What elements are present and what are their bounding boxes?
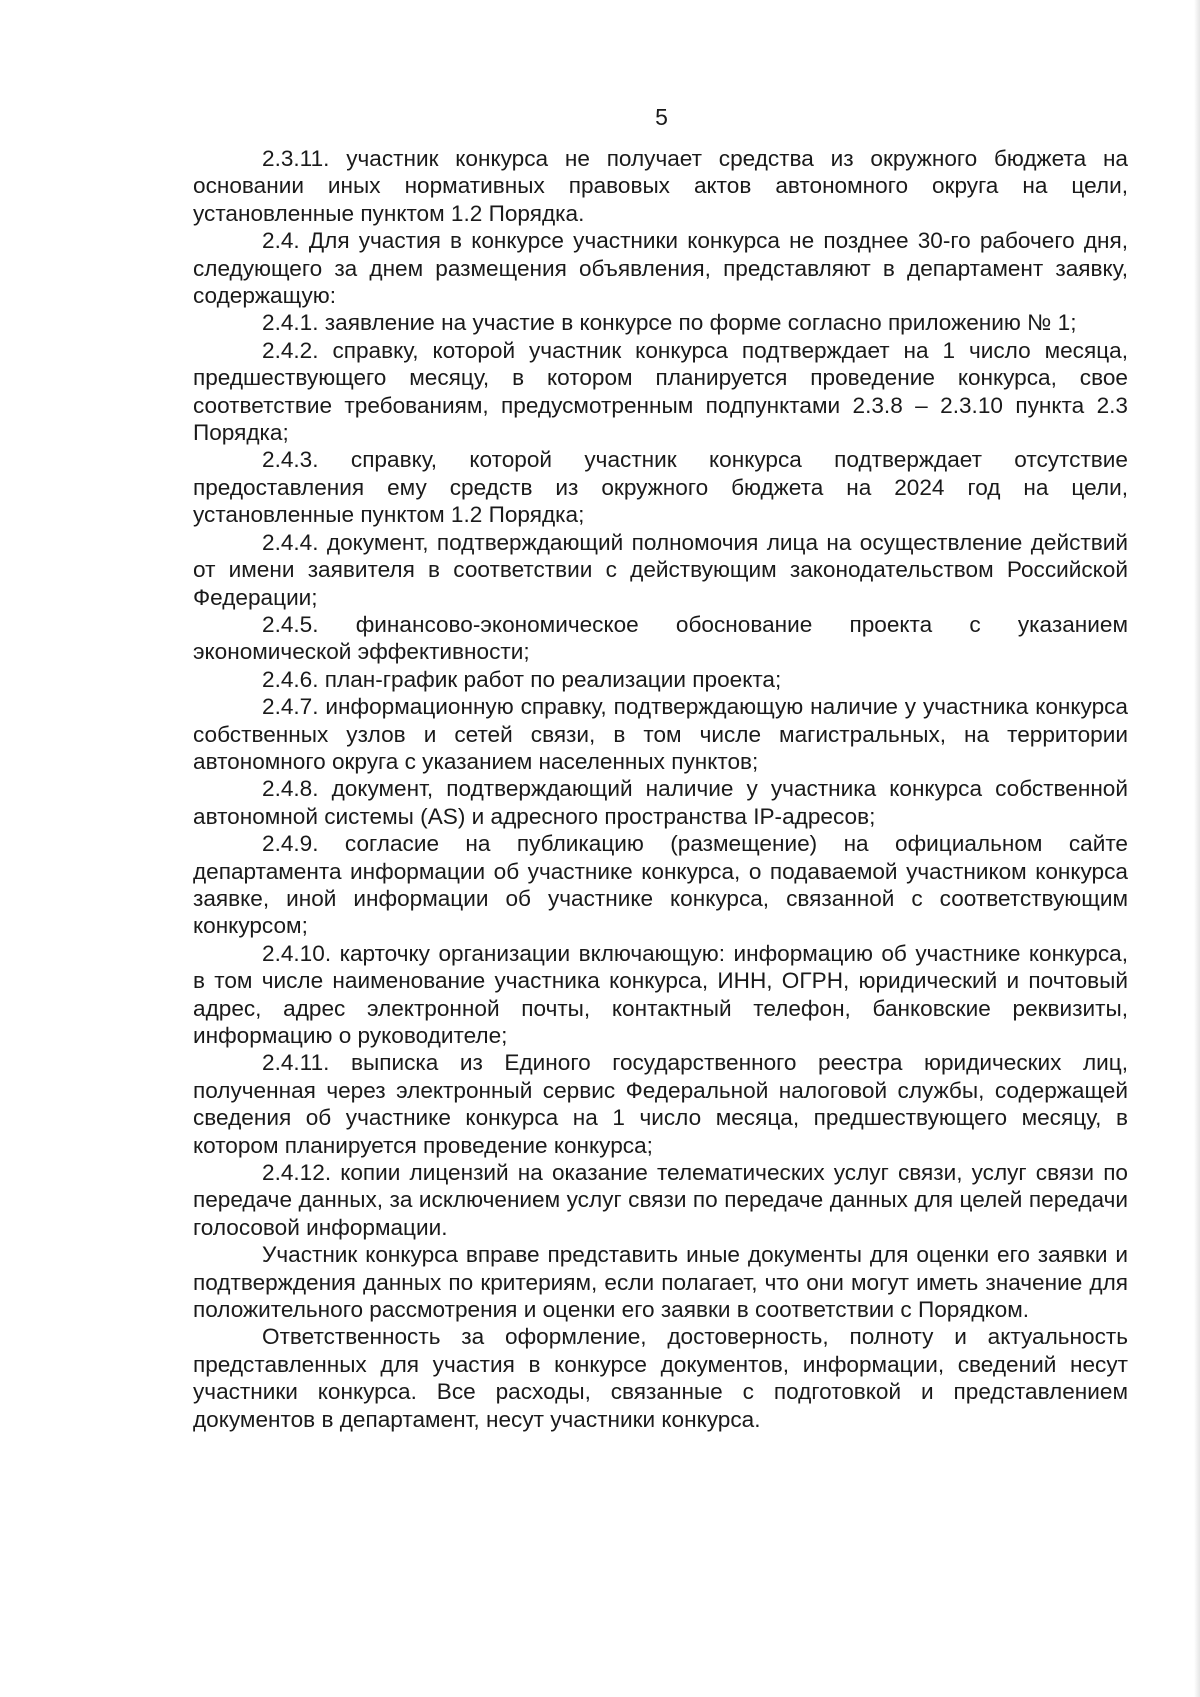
- paragraph-2-4-9: 2.4.9. согласие на публикацию (размещение) на официальном сайте департамента информации об участнике конкурса, о подаваемой участником конкурса заявке, иной информации об участнике конкурса, связанной с соответствующим конкурсом;: [193, 831, 1128, 939]
- paragraph-2-4-12: 2.4.12. копии лицензий на оказание телематических услуг связи, услуг связи по передаче данных, за исключением услуг связи по передаче данных для целей передачи голосовой информации.: [193, 1160, 1128, 1240]
- paragraph-responsibility: Ответственность за оформление, достоверность, полноту и актуальность представленных для участия в конкурсе документов, информации, сведений несут участники конкурса. Все расходы, связанные с подготовкой и представлением документов в департамент, несут участники конкурса.: [193, 1324, 1128, 1432]
- paragraph-2-4-4: 2.4.4. документ, подтверждающий полномочия лица на осуществление действий от имени заявителя в соответствии с действующим законодательством Российской Федерации;: [193, 529, 1128, 610]
- paragraph-2-4-5: 2.4.5. финансово-экономическое обоснование проекта с указанием экономической эффективности;: [193, 611, 1128, 665]
- paragraph-2-4-3: 2.4.3. справку, которой участник конкурса подтверждает отсутствие предоставления ему средств из окружного бюджета на 2024 год на цели, установленные пунктом 1.2 Порядка;: [193, 447, 1128, 528]
- paragraph-2-4-6: 2.4.6. план-график работ по реализации проекта;: [262, 666, 782, 692]
- paragraph-2-4: 2.4. Для участия в конкурсе участники конкурса не позднее 30-го рабочего дня, следующего за днем размещения объявления, представляют в департамент заявку, содержащую:: [193, 228, 1128, 309]
- paragraph-2-3-11: 2.3.11. участник конкурса не получает средства из окружного бюджета на основании иных нормативных правовых актов автономного округа на цели, установленные пунктом 1.2 Порядка.: [193, 146, 1128, 226]
- paragraph-2-4-11: 2.4.11. выписка из Единого государственного реестра юридических лиц, полученная через электронный сервис Федеральной налоговой службы, содержащей сведения об участнике конкурса на 1 число месяца, предшествующего месяцу, в котором планируется проведение конкурса;: [193, 1050, 1128, 1158]
- page-number: 5: [655, 104, 668, 130]
- paragraph-2-4-7: 2.4.7. информационную справку, подтверждающую наличие у участника конкурса собственных узлов и сетей связи, в том числе магистральных, на территории автономного округа с указанием населенных пунктов;: [193, 694, 1128, 774]
- paragraph-2-4-2: 2.4.2. справку, которой участник конкурса подтверждает на 1 число месяца, предшествующего месяцу, в котором планируется проведение конкурса, свое соответствие требованиям, предусмотренным подпунктами 2.3.8 – 2.3.10 пункта 2.3 Порядка;: [193, 337, 1128, 446]
- paragraph-2-4-8: 2.4.8. документ, подтверждающий наличие у участника конкурса собственной автономной системы (AS) и адресного пространства IP-адресов;: [193, 776, 1128, 829]
- paragraph-2-4-10: 2.4.10. карточку организации включающую: информацию об участнике конкурса, в том числе наименование участника конкурса, ИНН, ОГРН, юридический и почтовый адрес, адрес электронной почты, контактный телефон, банковские реквизиты, информацию о руководителе;: [193, 940, 1128, 1048]
- paragraph-additional-documents: Участник конкурса вправе представить иные документы для оценки его заявки и подтверждения данных по критериям, если полагает, что они могут иметь значение для положительного рассмотрения и оценки его заявки в соответствии с Порядком.: [193, 1242, 1128, 1323]
- page-edge-shadow: [1194, 0, 1200, 1697]
- paragraph-2-4-1: 2.4.1. заявление на участие в конкурсе по форме согласно приложению № 1;: [262, 310, 1077, 336]
- document-body: [193, 145, 1128, 1433]
